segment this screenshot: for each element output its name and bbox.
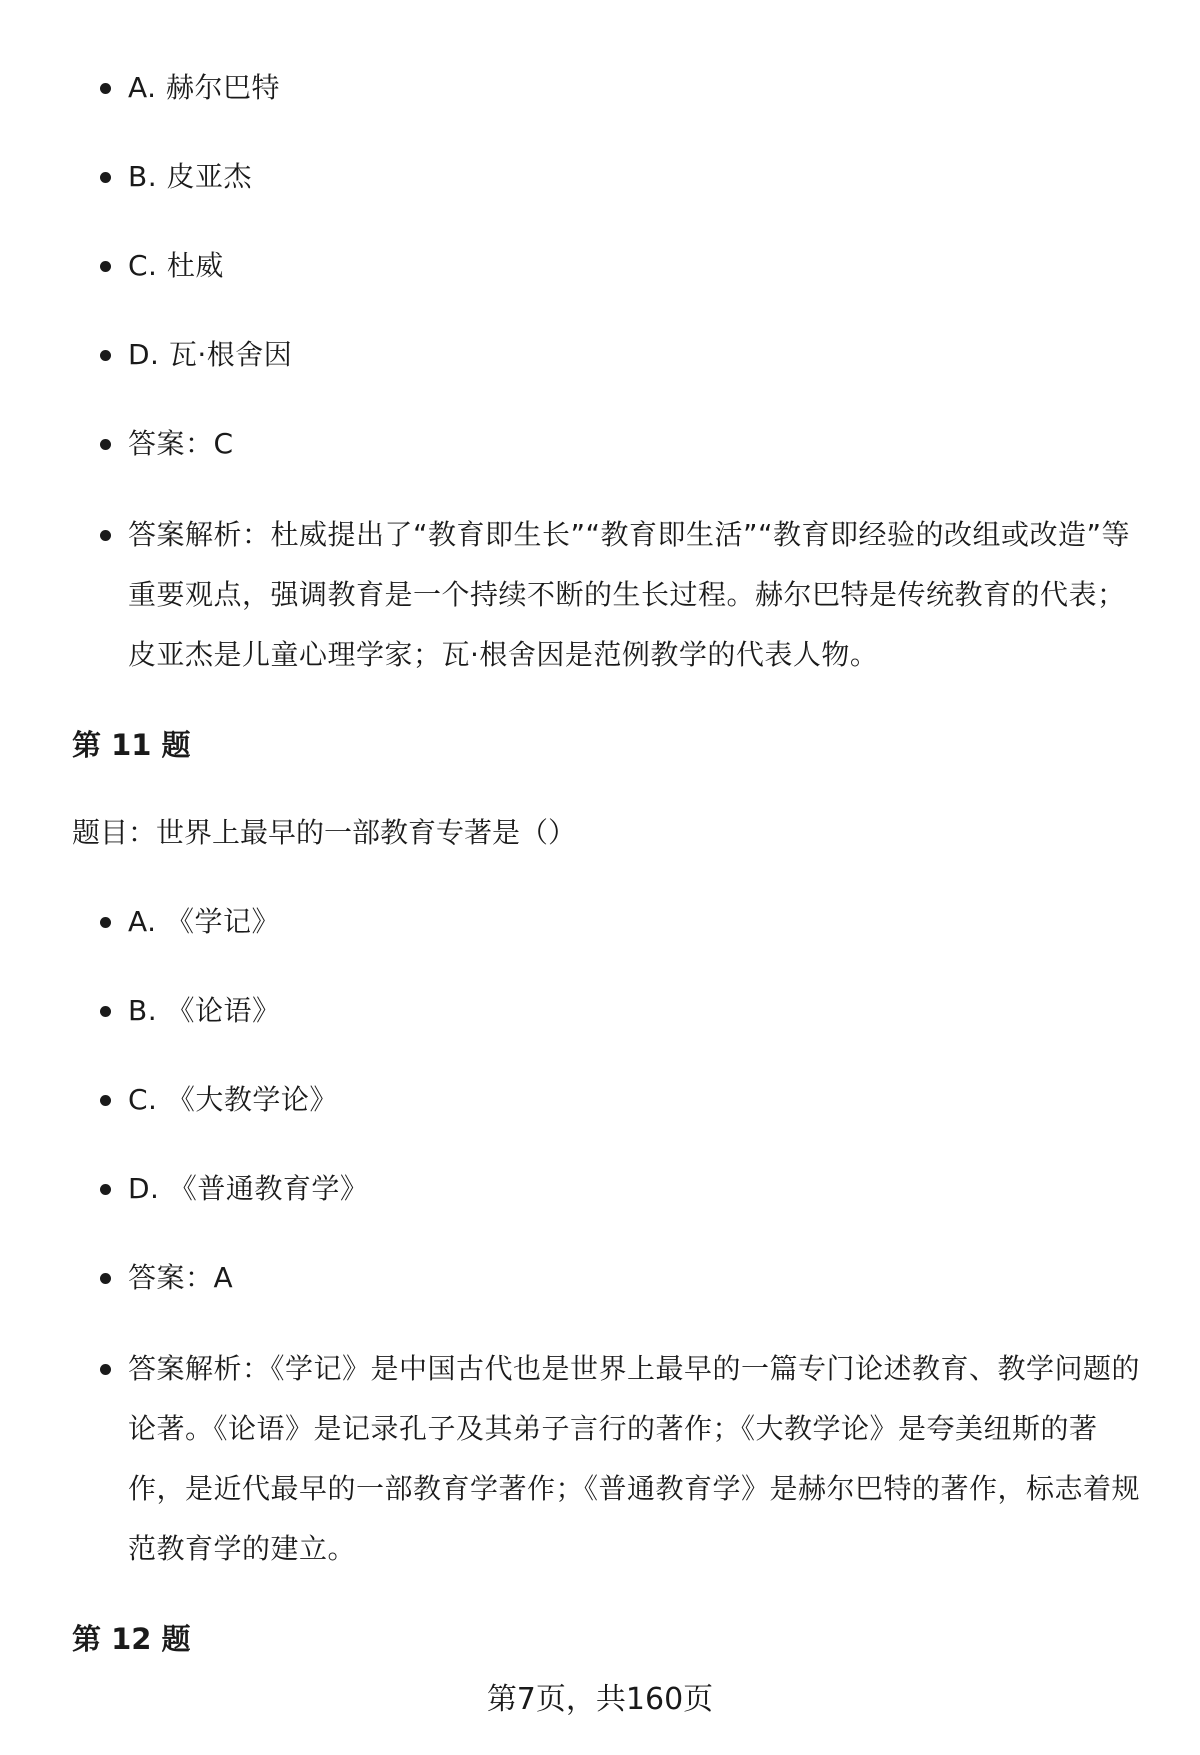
explanation-text: 答案解析：杜威提出了“教育即生长”“教育即生活”“教育即经验的改组或改造”等重要观点，强调教育是一个持续不断的生长过程。赫尔巴特是传统教育的代表；皮亚杰是儿童心理学家；瓦·根舍因是范例教学的代表人物。 (128, 518, 1131, 671)
question-title: 第 12 题 (72, 1622, 191, 1656)
bullet-icon (100, 1273, 111, 1284)
bullet-icon (100, 83, 111, 94)
bullet-icon (100, 1006, 111, 1017)
list-item (128, 981, 1148, 1041)
list-item (128, 1070, 1148, 1130)
question-title: 第 11 题 (72, 728, 191, 762)
list-item (128, 1248, 1148, 1308)
bullet-icon (100, 261, 111, 272)
bullet-icon (100, 1184, 111, 1195)
option-text: C. 杜威 (128, 249, 224, 282)
list-item (128, 58, 1148, 118)
option-text: C. 《大教学论》 (128, 1083, 338, 1116)
bullet-icon (100, 1364, 111, 1375)
option-text: B. 皮亚杰 (128, 160, 253, 193)
list-item (128, 1159, 1148, 1219)
list-item (128, 505, 1148, 685)
question-stem: 题目：世界上最早的一部教育专著是（） (72, 816, 577, 849)
answer-text: 答案：A (128, 1261, 234, 1294)
bullet-icon (100, 917, 111, 928)
explanation-text: 答案解析：《学记》是中国古代也是世界上最早的一篇专门论述教育、教学问题的论著。《论语》是记录孔子及其弟子言行的著作；《大教学论》是夸美纽斯的著作，是近代最早的一部教育学著作；《普通教育学》是赫尔巴特的著作，标志着规范教育学的建立。 (128, 1352, 1141, 1565)
option-text: B. 《论语》 (128, 994, 281, 1027)
page-number: 第7页，共160页 (486, 1682, 714, 1717)
list-item (128, 147, 1148, 207)
option-text: D. 瓦·根舍因 (128, 338, 293, 371)
bullet-icon (100, 439, 111, 450)
list-item (128, 414, 1148, 474)
bullet-icon (100, 350, 111, 361)
option-text: D. 《普通教育学》 (128, 1172, 369, 1205)
option-text: A. 赫尔巴特 (128, 71, 280, 104)
bullet-icon (100, 530, 111, 541)
option-text: A. 《学记》 (128, 905, 280, 938)
list-item (128, 892, 1148, 952)
answer-text: 答案：C (128, 427, 234, 460)
bullet-icon (100, 172, 111, 183)
list-item (128, 236, 1148, 296)
list-item (128, 1339, 1148, 1579)
list-item (128, 325, 1148, 385)
bullet-icon (100, 1095, 111, 1106)
